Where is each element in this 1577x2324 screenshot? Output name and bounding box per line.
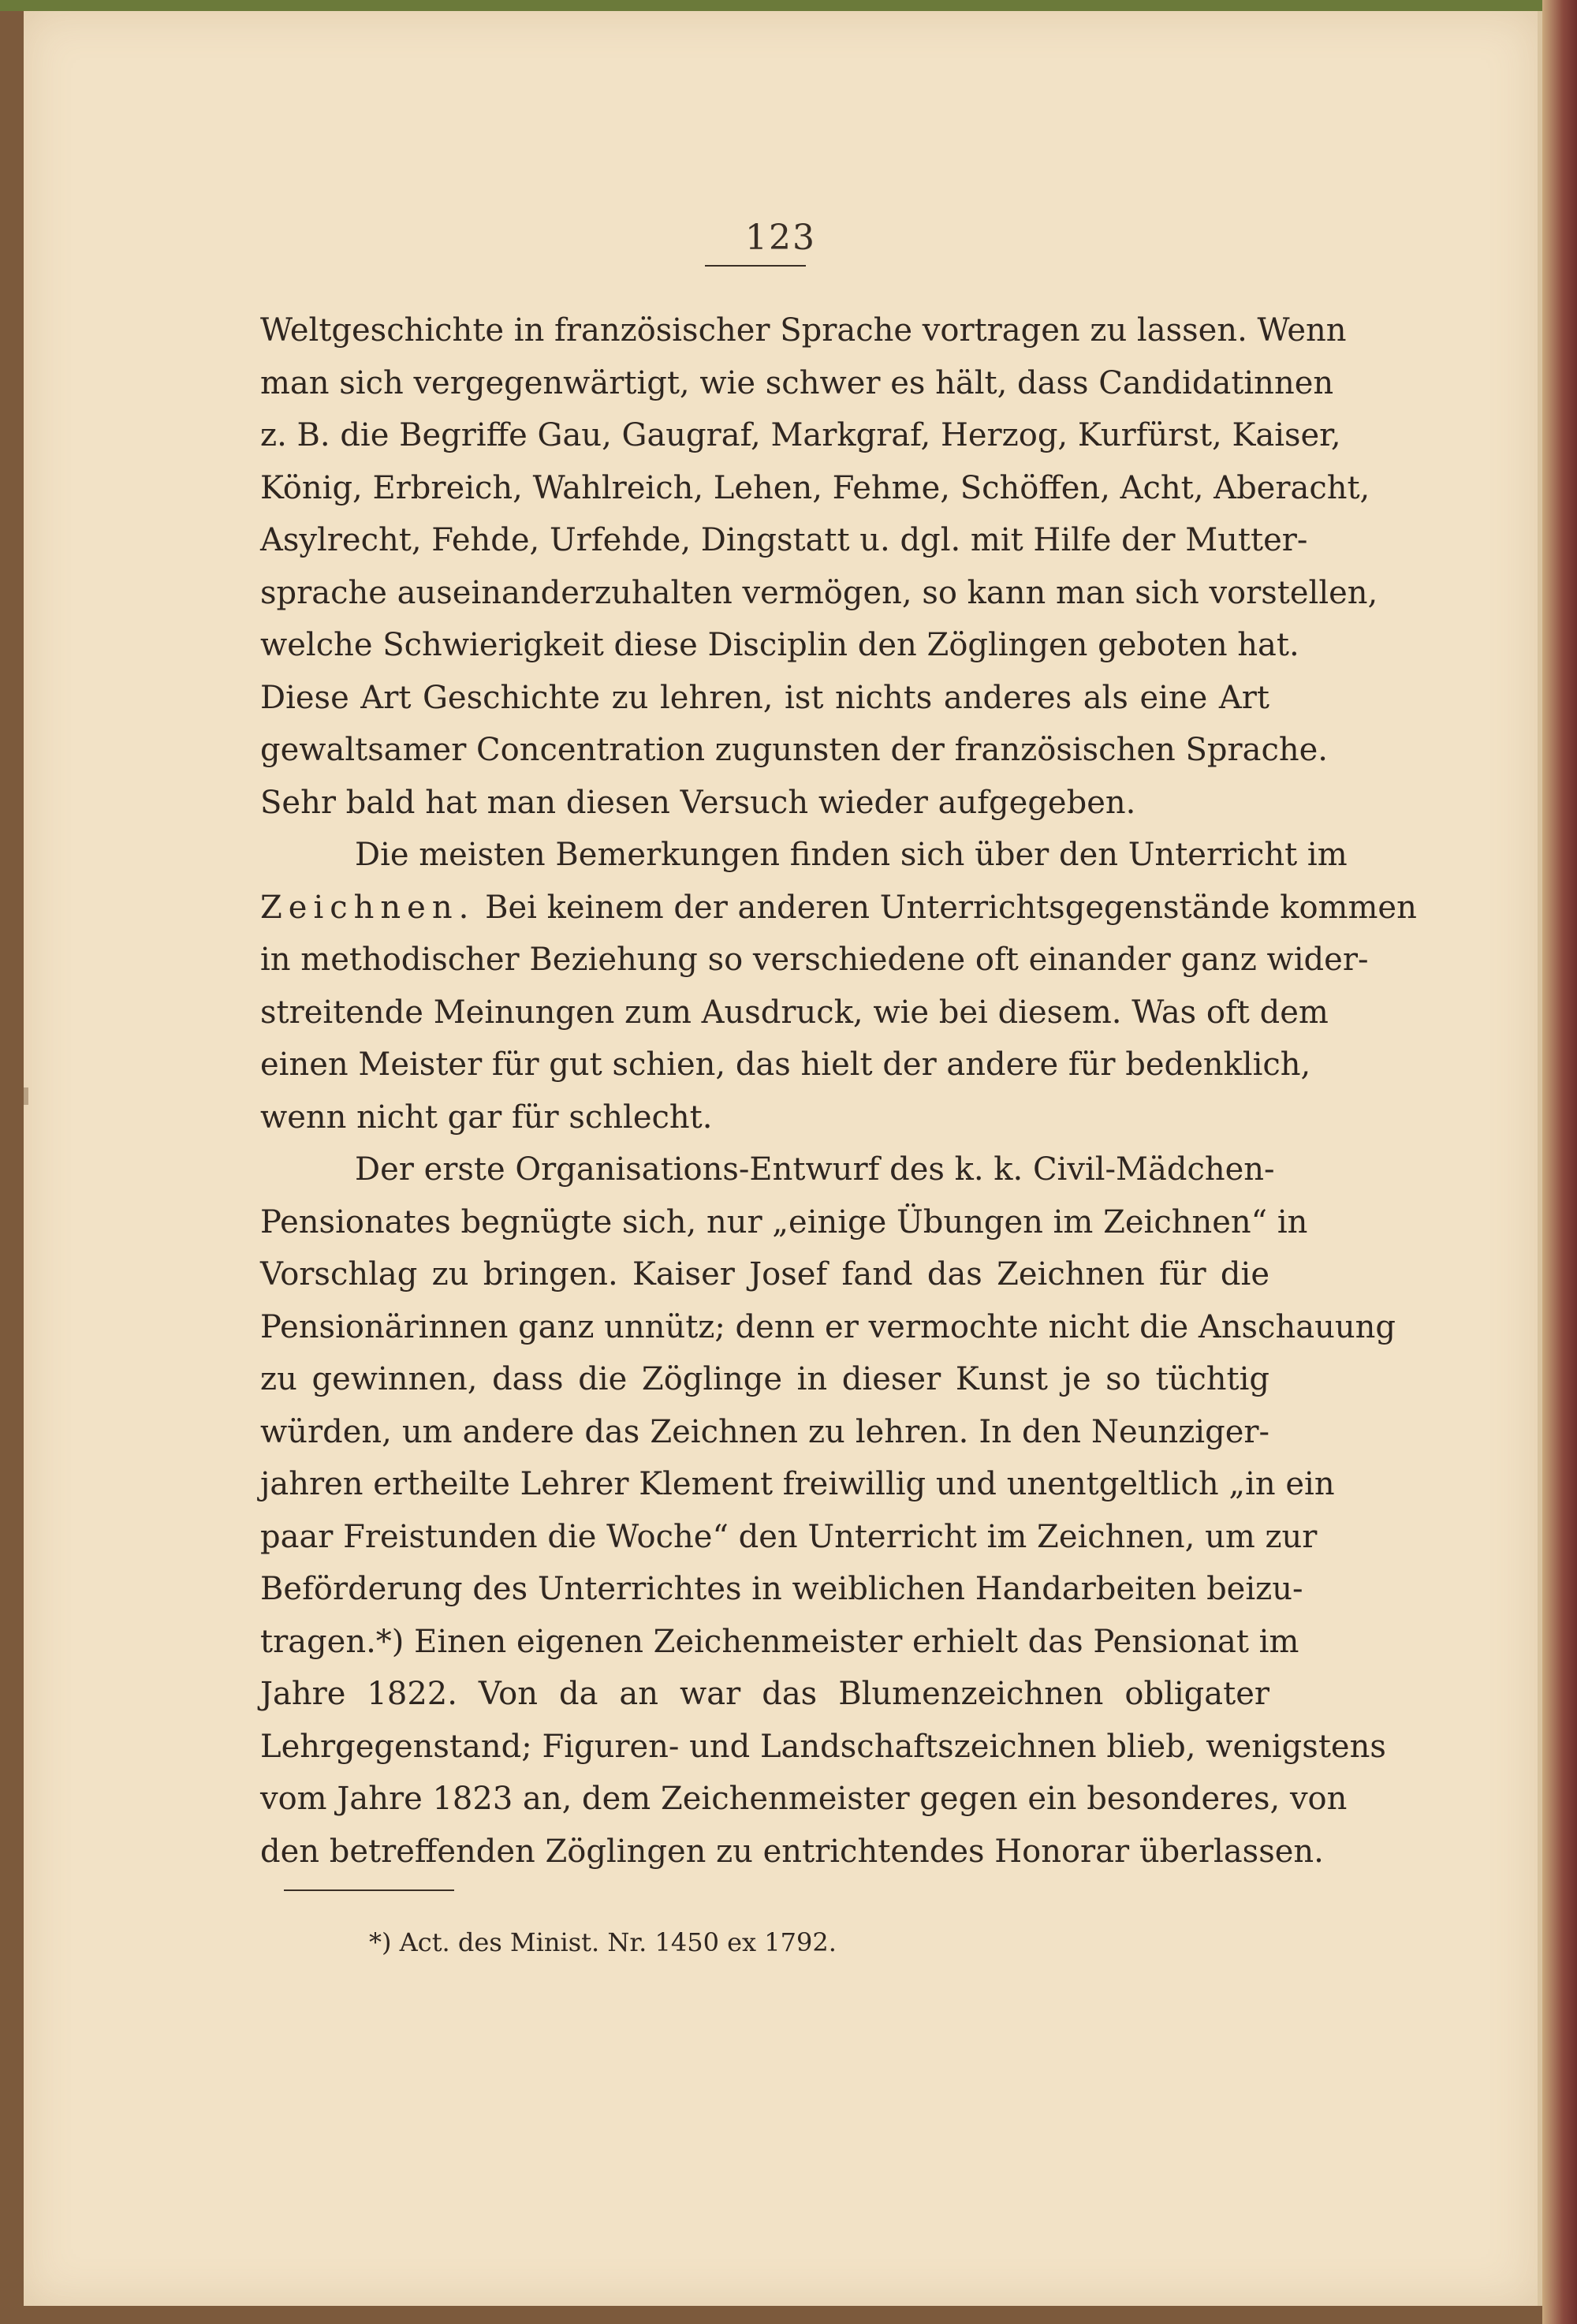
text-line: welche Schwierigkeit diese Disciplin den Zöglingen geboten hat. — [260, 627, 1299, 663]
text-line: Asylrecht, Fehde, Urfehde, Dingstatt u. dgl. mit Hilfe der Mutter- — [260, 522, 1308, 558]
top-edge-strip — [0, 0, 1577, 11]
text-line-emphasis — [260, 882, 1417, 934]
text-line: den betreffenden Zöglingen zu entrichtendes Honorar überlassen. — [260, 1833, 1324, 1870]
page-number-rule — [705, 265, 806, 267]
text-line: wenn nicht gar für schlecht. — [260, 1099, 713, 1136]
text-line: Sehr bald hat man diesen Versuch wieder aufgegeben. — [260, 784, 1136, 821]
margin-mark — [24, 1087, 28, 1105]
text-line: Weltgeschichte in französischer Sprache vortragen zu lassen. Wenn — [260, 312, 1347, 349]
page-number: 123 — [745, 218, 816, 258]
text-line: Der erste Organisations-Entwurf des k. k. Civil-Mädchen- — [355, 1151, 1275, 1188]
text-line: streitende Meinungen zum Ausdruck, wie bei diesem. Was oft dem — [260, 994, 1329, 1031]
text-line: Vorschlag zu bringen. Kaiser Josef fand das Zeichnen für die — [260, 1256, 1269, 1293]
text-line: man sich vergegenwärtigt, wie schwer es hält, dass Candidatinnen — [260, 364, 1334, 401]
text-line: paar Freistunden die Woche“ den Unterricht im Zeichnen, um zur — [260, 1518, 1318, 1555]
body-text — [260, 304, 1417, 1878]
text-line: gewaltsamer Concentration zugunsten der französischen Sprache. — [260, 732, 1329, 768]
text-line: jahren ertheilte Lehrer Klement freiwillig und unentgeltlich „in ein — [260, 1466, 1335, 1502]
text-line: z. B. die Begriffe Gau, Gaugraf, Markgraf, Herzog, Kurfürst, Kaiser, — [260, 417, 1341, 453]
book-page — [24, 11, 1542, 2306]
text-line: König, Erbreich, Wahlreich, Lehen, Fehme, Schöffen, Acht, Aberacht, — [260, 469, 1370, 506]
book-binding-edge — [1542, 0, 1577, 2324]
text-line: Jahre 1822. Von da an war das Blumenzeichnen obligater — [260, 1676, 1269, 1712]
footnote-rule — [284, 1889, 454, 1891]
text-line: Diese Art Geschichte zu lehren, ist nichts anderes als eine Art — [260, 679, 1269, 716]
text-line: Pensionärinnen ganz unnütz; denn er vermochte nicht die Anschauung — [260, 1308, 1396, 1345]
emphasis-word: Zeichnen. — [260, 889, 475, 926]
text-line: Die meisten Bemerkungen finden sich über den Unterricht im — [355, 837, 1348, 873]
text-line: in methodischer Beziehung so verschiedene oft einander ganz wider- — [260, 942, 1369, 978]
text-line: einen Meister für gut schien, das hielt der andere für bedenklich, — [260, 1046, 1311, 1083]
text-line: Lehrgegenstand; Figuren- und Landschaftszeichnen blieb, wenigstens — [260, 1728, 1386, 1765]
text-line: tragen.*) Einen eigenen Zeichenmeister erhielt das Pensionat im — [260, 1623, 1299, 1660]
text-line: zu gewinnen, dass die Zöglinge in dieser Kunst je so tüchtig — [260, 1361, 1269, 1397]
text-line: Pensionates begnügte sich, nur „einige Übungen im Zeichnen“ in — [260, 1203, 1308, 1240]
text-line-rest: Bei keinem der anderen Unterrichtsgegenstände kommen — [485, 889, 1417, 926]
text-line: würden, um andere das Zeichnen zu lehren. In den Neunziger- — [260, 1413, 1269, 1450]
text-line: vom Jahre 1823 an, dem Zeichenmeister gegen ein besonderes, von — [260, 1781, 1348, 1817]
footnote: *) Act. des Minist. Nr. 1450 ex 1792. — [369, 1927, 837, 1957]
text-line: sprache auseinanderzuhalten vermögen, so kann man sich vorstellen, — [260, 574, 1378, 611]
text-line: Beförderung des Unterrichtes in weiblichen Handarbeiten beizu- — [260, 1571, 1303, 1607]
